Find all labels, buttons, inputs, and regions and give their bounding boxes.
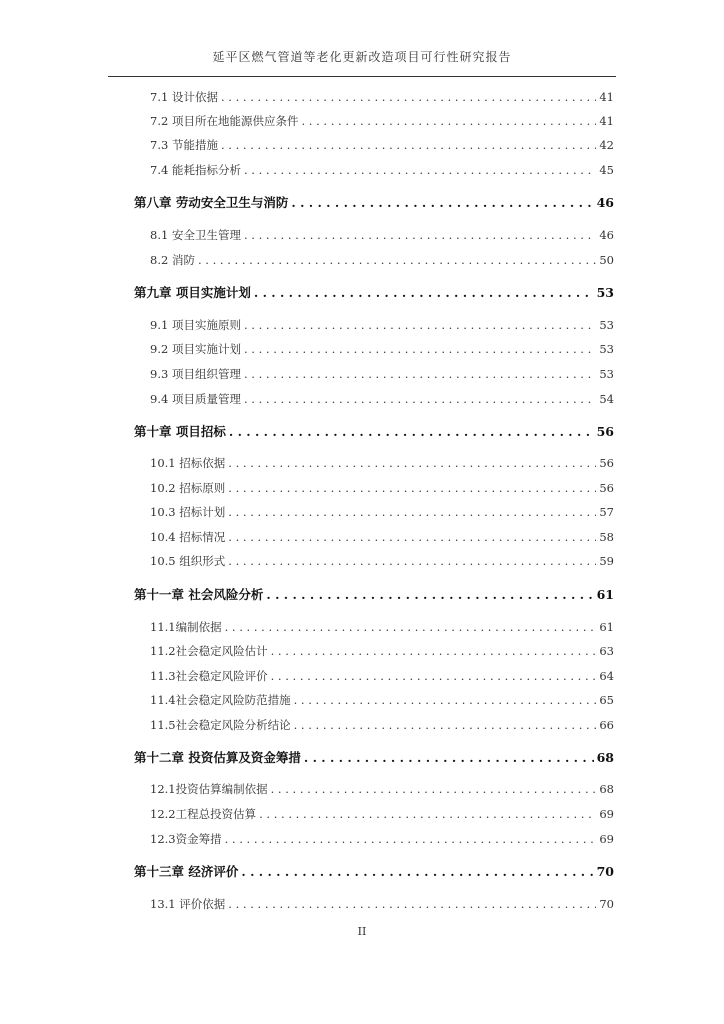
toc-section-entry[interactable] — [150, 88, 614, 106]
toc-entry-page-number: 61 — [599, 620, 614, 634]
toc-entry-page-number: 42 — [599, 138, 614, 152]
toc-entry-page-number: 70 — [599, 897, 614, 911]
toc-leader-dots — [271, 780, 597, 798]
toc-entry-page-number: 56 — [596, 424, 614, 439]
toc-leader-dots — [244, 316, 596, 334]
toc-entry-page-number: 58 — [599, 530, 614, 544]
page-header: 延平区燃气管道等老化更新改造项目可行性研究报告 — [212, 50, 512, 64]
toc-leader-dots — [225, 830, 597, 848]
toc-chapter-entry[interactable] — [134, 284, 614, 302]
toc-entry-page-number: 50 — [599, 253, 614, 267]
toc-entry-title: 第十一章 社会风险分析 — [134, 587, 264, 602]
toc-leader-dots — [228, 552, 596, 570]
toc-section-entry[interactable] — [150, 161, 614, 179]
toc-entry-title: 8.1 安全卫生管理 — [150, 228, 241, 242]
toc-leader-dots — [244, 365, 596, 383]
toc-entry-page-number: 41 — [599, 114, 614, 128]
toc-section-entry[interactable] — [150, 479, 614, 497]
toc-entry-title: 11.1编制依据 — [150, 620, 222, 634]
toc-leader-dots — [228, 454, 596, 472]
toc-section-entry[interactable] — [150, 618, 614, 636]
toc-section-entry[interactable] — [150, 503, 614, 521]
toc-leader-dots — [244, 340, 596, 358]
toc-leader-dots — [259, 805, 596, 823]
toc-entry-title: 11.5社会稳定风险分析结论 — [150, 718, 291, 732]
toc-entry-page-number: 61 — [596, 587, 614, 602]
toc-entry-title: 第九章 项目实施计划 — [134, 285, 251, 300]
toc-entry-page-number: 69 — [599, 807, 614, 821]
toc-entry-title: 10.2 招标原则 — [150, 481, 226, 495]
toc-chapter-entry[interactable] — [134, 749, 614, 767]
toc-entry-title: 9.4 项目质量管理 — [150, 392, 241, 406]
toc-section-entry[interactable] — [150, 895, 614, 913]
toc-entry-title: 9.3 项目组织管理 — [150, 367, 241, 381]
toc-section-entry[interactable] — [150, 642, 614, 660]
toc-leader-dots — [294, 691, 597, 709]
toc-entry-page-number: 65 — [599, 693, 614, 707]
toc-section-entry[interactable] — [150, 226, 614, 244]
toc-entry-page-number: 57 — [599, 505, 614, 519]
toc-leader-dots — [271, 667, 597, 685]
toc-leader-dots — [244, 390, 596, 408]
toc-leader-dots — [304, 749, 594, 767]
toc-entry-title: 第十章 项目招标 — [134, 424, 226, 439]
header-rule — [108, 76, 616, 77]
toc-leader-dots — [266, 586, 593, 604]
toc-leader-dots — [229, 423, 594, 441]
toc-entry-title: 12.1投资估算编制依据 — [150, 782, 268, 796]
toc-leader-dots — [228, 503, 596, 521]
toc-entry-page-number: 66 — [599, 718, 614, 732]
toc-entry-title: 11.4社会稳定风险防范措施 — [150, 693, 291, 707]
toc-entry-page-number: 53 — [596, 285, 614, 300]
toc-entry-title: 11.2社会稳定风险估计 — [150, 644, 268, 658]
toc-section-entry[interactable] — [150, 454, 614, 472]
toc-leader-dots — [254, 284, 594, 302]
toc-entry-title: 第十二章 投资估算及资金筹措 — [134, 750, 301, 765]
toc-entry-page-number: 45 — [599, 163, 614, 177]
toc-entry-page-number: 46 — [599, 228, 614, 242]
toc-section-entry[interactable] — [150, 780, 614, 798]
toc-entry-title: 第八章 劳动安全卫生与消防 — [134, 195, 289, 210]
toc-entry-page-number: 63 — [599, 644, 614, 658]
toc-entry-title: 10.5 组织形式 — [150, 554, 226, 568]
toc-entry-page-number: 68 — [599, 782, 614, 796]
toc-entry-page-number: 69 — [599, 832, 614, 846]
toc-entry-page-number: 56 — [599, 481, 614, 495]
toc-section-entry[interactable] — [150, 340, 614, 358]
toc-leader-dots — [294, 716, 597, 734]
toc-entry-page-number: 53 — [599, 367, 614, 381]
page-number: II — [357, 925, 367, 938]
toc-section-entry[interactable] — [150, 251, 614, 269]
toc-entry-page-number: 53 — [599, 342, 614, 356]
toc-entry-title: 11.3社会稳定风险评价 — [150, 669, 268, 683]
toc-entry-page-number: 64 — [599, 669, 614, 683]
toc-section-entry[interactable] — [150, 805, 614, 823]
toc-leader-dots — [301, 112, 596, 130]
toc-entry-page-number: 41 — [599, 90, 614, 104]
toc-leader-dots — [228, 528, 596, 546]
toc-section-entry[interactable] — [150, 390, 614, 408]
toc-entry-title: 7.2 项目所在地能源供应条件 — [150, 114, 299, 128]
toc-section-entry[interactable] — [150, 136, 614, 154]
toc-section-entry[interactable] — [150, 691, 614, 709]
toc-section-entry[interactable] — [150, 316, 614, 334]
toc-entry-title: 13.1 评价依据 — [150, 897, 226, 911]
toc-entry-title: 7.3 节能措施 — [150, 138, 218, 152]
toc-entry-page-number: 59 — [599, 554, 614, 568]
toc-leader-dots — [291, 194, 593, 212]
toc-entry-title: 7.1 设计依据 — [150, 90, 218, 104]
toc-section-entry[interactable] — [150, 112, 614, 130]
toc-entry-page-number: 56 — [599, 456, 614, 470]
toc-chapter-entry[interactable] — [134, 586, 614, 604]
toc-entry-title: 第十三章 经济评价 — [134, 864, 239, 879]
toc-leader-dots — [221, 136, 596, 154]
toc-leader-dots — [198, 251, 596, 269]
toc-leader-dots — [271, 642, 597, 660]
toc-leader-dots — [228, 895, 596, 913]
toc-chapter-entry[interactable] — [134, 423, 614, 441]
toc-entry-title: 8.2 消防 — [150, 253, 195, 267]
toc-section-entry[interactable] — [150, 716, 614, 734]
toc-entry-page-number: 68 — [596, 750, 614, 765]
toc-entry-page-number: 70 — [596, 864, 614, 879]
toc-entry-title: 12.2工程总投资估算 — [150, 807, 257, 821]
toc-leader-dots — [225, 618, 597, 636]
toc-leader-dots — [228, 479, 596, 497]
toc-section-entry[interactable] — [150, 552, 614, 570]
toc-section-entry[interactable] — [150, 830, 614, 848]
toc-chapter-entry[interactable] — [134, 194, 614, 212]
toc-entry-page-number: 46 — [596, 195, 614, 210]
toc-section-entry[interactable] — [150, 528, 614, 546]
toc-entry-title: 9.2 项目实施计划 — [150, 342, 241, 356]
toc-leader-dots — [221, 88, 596, 106]
toc-leader-dots — [241, 863, 593, 881]
toc-entry-page-number: 54 — [599, 392, 614, 406]
toc-entry-title: 7.4 能耗指标分析 — [150, 163, 241, 177]
toc-chapter-entry[interactable] — [134, 863, 614, 881]
toc-entry-title: 9.1 项目实施原则 — [150, 318, 241, 332]
toc-section-entry[interactable] — [150, 365, 614, 383]
toc-entry-title: 10.1 招标依据 — [150, 456, 226, 470]
toc-entry-page-number: 53 — [599, 318, 614, 332]
toc-entry-title: 10.3 招标计划 — [150, 505, 226, 519]
toc-section-entry[interactable] — [150, 667, 614, 685]
toc-leader-dots — [244, 226, 596, 244]
toc-entry-title: 12.3资金筹措 — [150, 832, 222, 846]
toc-leader-dots — [244, 161, 596, 179]
toc-entry-title: 10.4 招标情况 — [150, 530, 226, 544]
